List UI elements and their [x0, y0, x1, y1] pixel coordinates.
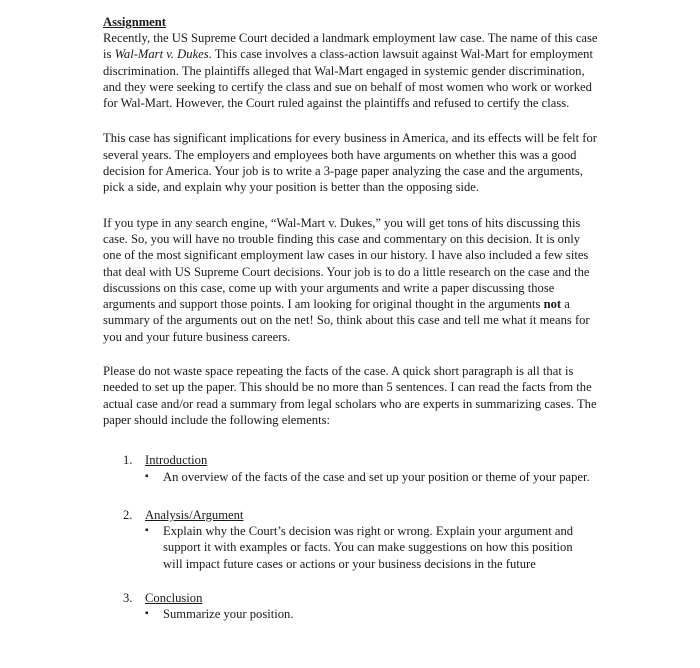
emphasis-not: not [543, 297, 562, 312]
section-title: Introduction [145, 453, 208, 468]
section-head [123, 452, 600, 468]
paragraph-case-intro-text-2: . This case involves a class-action lawsuit against Wal-Mart for employment discrimination. The plaintiffs alleged that Wal-Mart engaged in systemic gender discrimination, and they were seeking to certify the class and sue on behalf of most women who work or worked for Wal-Mart. However, the Court ruled against the plaintiffs and refused to certify the class. [103, 47, 593, 111]
bullet-text: An overview of the facts of the case and set up your position or theme of your paper. [163, 469, 590, 484]
paragraph-research-text-1: If you type in any search engine, “Wal-Mart v. Dukes,” you will get tons of hits discussing this case. So, you will have no trouble finding this case and commentary on this decision. It is only one of the most significant employment law cases in our history. I have also included a few sites that deal with US Supreme Court decisions. Your job is to do a little research on the case and the discussions on this case, come up with your arguments and write a paper discussing those arguments and support those points. I am looking for original thought in the arguments [103, 215, 590, 312]
paragraph-case-intro [103, 30, 600, 111]
paragraph-implications: This case has significant implications for every business in America, and its effects will be felt for several years. The employers and employees both have arguments on whether this was a good decision for America. Your job is to write a 3-page paper analyzing the case and the arguments, pick a side, and explain why your position is better than the opposing side. [103, 131, 597, 195]
section-number: 3. [123, 591, 133, 606]
section-title: Conclusion [145, 591, 203, 606]
assignment-document [103, 14, 600, 623]
square-bullet-icon: ▪ [145, 608, 149, 620]
square-bullet-icon: ▪ [145, 525, 149, 537]
paragraph-research [103, 215, 600, 345]
list-item [145, 606, 600, 622]
list-item [145, 469, 600, 485]
paragraph-research-text-2: a summary of the arguments out on the net! So, think about this case and tell me what it means for you and your future business careers. [103, 297, 590, 344]
paragraph-instructions: Please do not waste space repeating the facts of the case. A quick short paragraph is all that is needed to set up the paper. This should be no more than 5 sentences. I can read the facts from the actual case and/or read a summary from legal scholars who are experts in summarizing cases. The paper should include the following elements: [103, 364, 597, 427]
section-number: 2. [123, 507, 133, 522]
bullet-text: Summarize your position. [163, 607, 294, 622]
section-head [123, 507, 600, 523]
assignment-heading: Assignment [103, 15, 166, 29]
paragraph-case-intro-text-1: Recently, the US Supreme Court decided a landmark employment law case. The name of this case is [103, 31, 598, 62]
section-head [123, 590, 600, 606]
section-title: Analysis/Argument [145, 507, 244, 522]
section-analysis-argument [123, 507, 600, 572]
case-name: Wal-Mart v. Dukes [114, 47, 209, 62]
section-conclusion [123, 590, 600, 623]
list-item [145, 523, 600, 572]
square-bullet-icon: ▪ [145, 470, 149, 482]
section-number: 1. [123, 453, 133, 468]
bullet-text: Explain why the Court’s decision was right or wrong. Explain your argument and support it with examples or facts. You can make suggestions on how this position will impact future cases or actions or your business decisions in the future [163, 524, 574, 571]
section-introduction [123, 452, 600, 485]
